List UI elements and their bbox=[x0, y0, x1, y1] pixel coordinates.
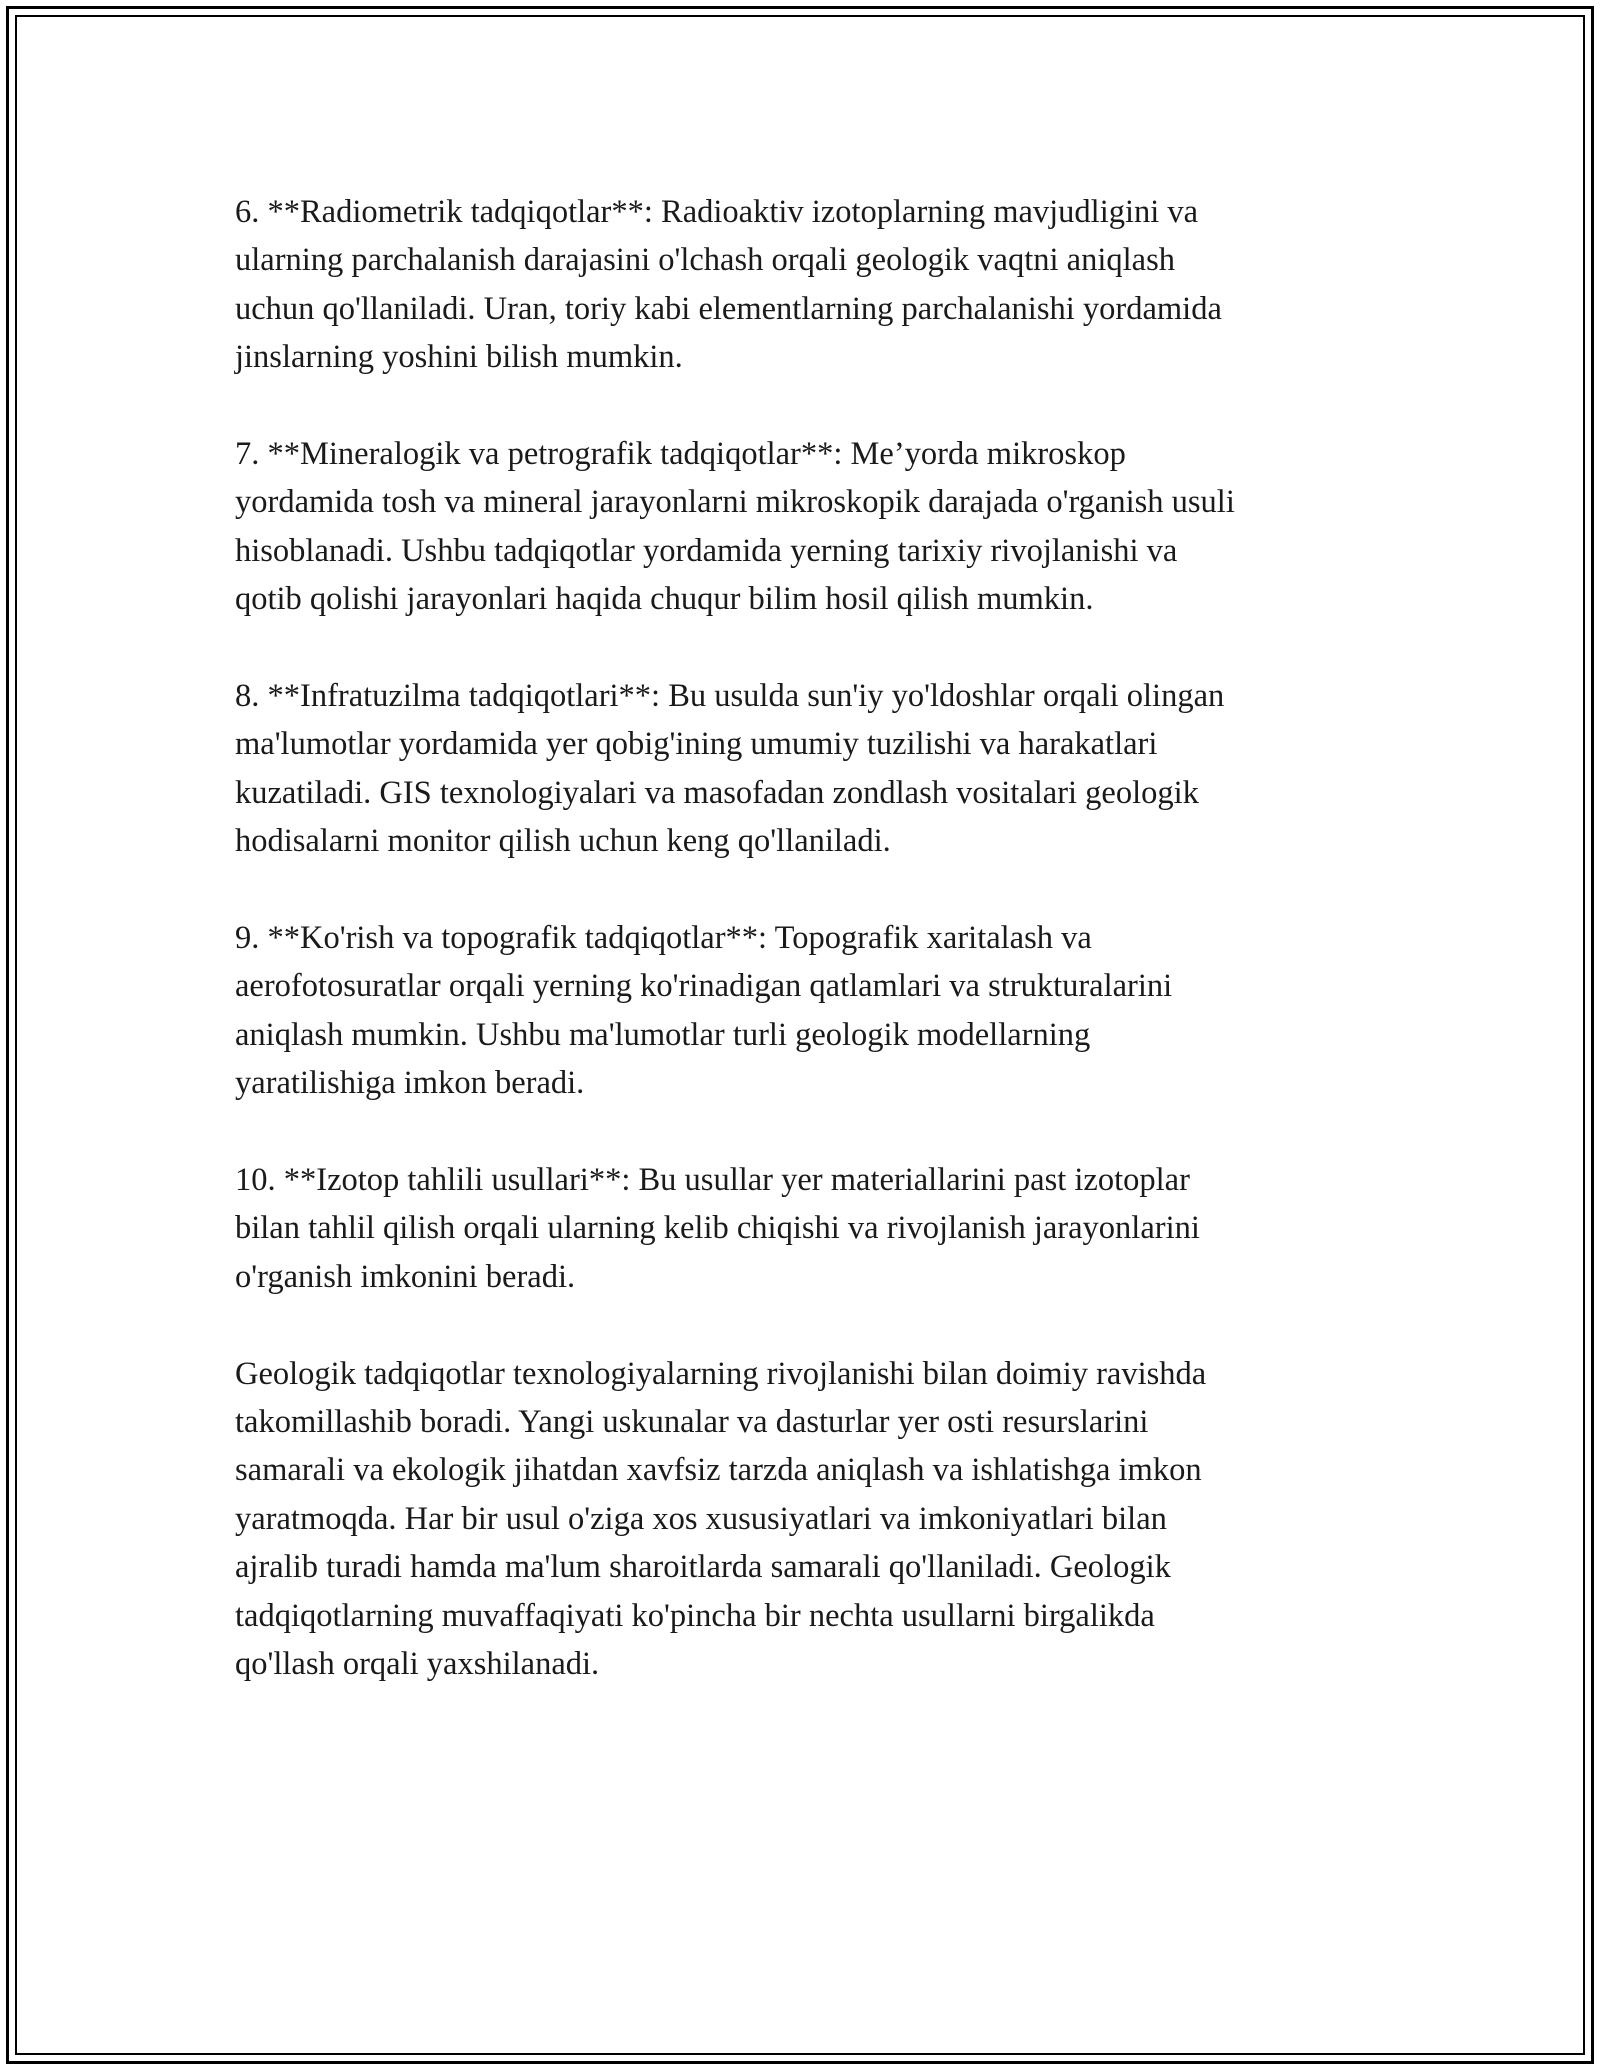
paragraph-infrastructure-research: 8. **Infratuzilma tadqiqotlari**: Bu usulda sun'iy yo'ldoshlar orqali olingan ma'lumotlar yordamida yer qobig'ining umumiy tuzilishi va harakatlari kuzatiladi. GIS texnologiyalari va masofadan zondlash vositalari geologik hodisalarni monitor qilish uchun keng qo'llaniladi. bbox=[235, 678, 1225, 860]
paragraph-conclusion: Geologik tadqiqotlar texnologiyalarning rivojlanishi bilan doimiy ravishda takomillashib boradi. Yangi uskunalar va dasturlar yer osti resurslarini samarali va ekologik jihatdan xavfsiz tarzda aniqlash va ishlatishga imkon yaratmoqda. Har bir usul o'ziga xos xususiyatlari va imkoniyatlari bilan ajralib turadi hamda ma'lum sharoitlarda samarali qo'llaniladi. Geologik tadqiqotlarning muvaffaqiyati ko'pincha bir nechta usullarni birgalikda qo'llash orqali yaxshilanadi. bbox=[235, 1355, 1207, 1683]
paragraph-mineralogical-research: 7. **Mineralogik va petrografik tadqiqotlar**: Me’yorda mikroskop yordamida tosh va mineral jarayonlarni mikroskopik darajada o'rganish usuli hisoblanadi. Ushbu tadqiqotlar yordamida yerning tarixiy rivojlanishi va qotib qolishi jarayonlari haqida chuqur bilim hosil qilish mumkin. bbox=[235, 436, 1235, 618]
paragraph-radiometric-research: 6. **Radiometrik tadqiqotlar**: Radioaktiv izotoplarning mavjudligini va ularning parchalanish darajasini o'lchash orqali geologik vaqtni aniqlash uchun qo'llaniladi. Uran, toriy kabi elementlarning parchalanishi yordamida jinslarning yoshini bilish mumkin. bbox=[235, 194, 1222, 376]
paragraph-isotope-analysis: 10. **Izotop tahlili usullari**: Bu usullar yer materiallarini past izotoplar bilan tahlil qilish orqali ularning kelib chiqishi va rivojlanish jarayonlarini o'rganish imkonini beradi. bbox=[235, 1162, 1200, 1295]
paragraph-topographic-research: 9. **Ko'rish va topografik tadqiqotlar**: Topografik xaritalash va aerofotosuratlar orqali yerning ko'rinadigan qatlamlari va strukturalarini aniqlash mumkin. Ushbu ma'lumotlar turli geologik modellarning yaratilishiga imkon beradi. bbox=[235, 920, 1173, 1102]
document-body bbox=[235, 188, 1375, 1737]
